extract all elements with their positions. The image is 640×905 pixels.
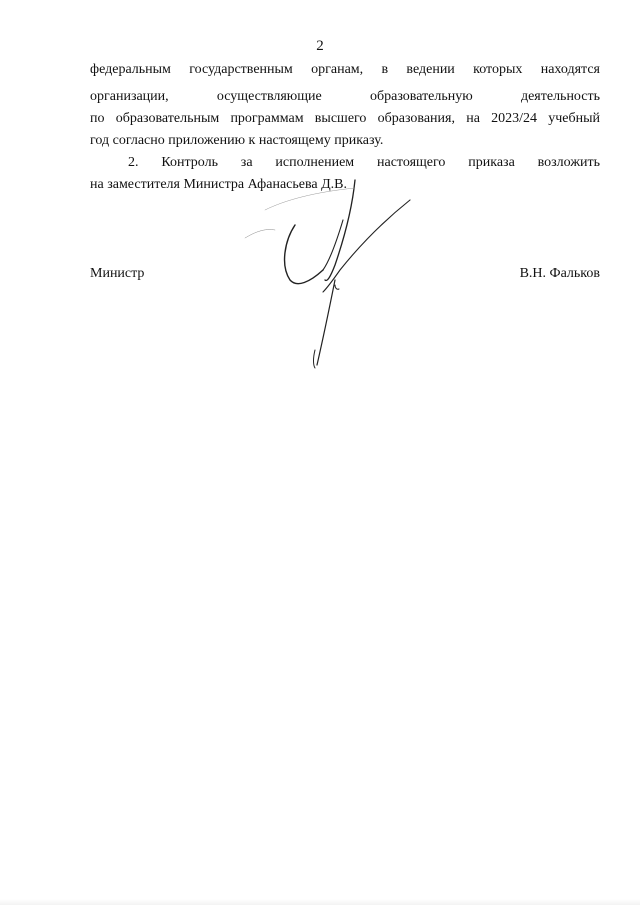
scan-edge-shadow <box>0 899 640 905</box>
paragraph-1-line-2: организации, осуществляющие образовательную деятельность <box>90 89 600 104</box>
handwritten-signature <box>235 170 435 370</box>
signatory-position: Министр <box>90 266 145 281</box>
page-number: 2 <box>316 38 324 54</box>
paragraph-1-line-1: федеральным государственным органам, в ведении которых находятся <box>90 62 600 77</box>
paragraph-2-line-2: на заместителя Министра Афанасьева Д.В. <box>90 177 348 192</box>
signatory-name: В.Н. Фальков <box>519 266 600 281</box>
paragraph-1-line-3: по образовательным программам высшего образования, на 2023/24 учебный <box>90 111 600 126</box>
paragraph-1-line-4: год согласно приложению к настоящему приказу. <box>90 133 384 148</box>
paragraph-2-line-1: 2. Контроль за исполнением настоящего приказа возложить <box>128 155 600 170</box>
